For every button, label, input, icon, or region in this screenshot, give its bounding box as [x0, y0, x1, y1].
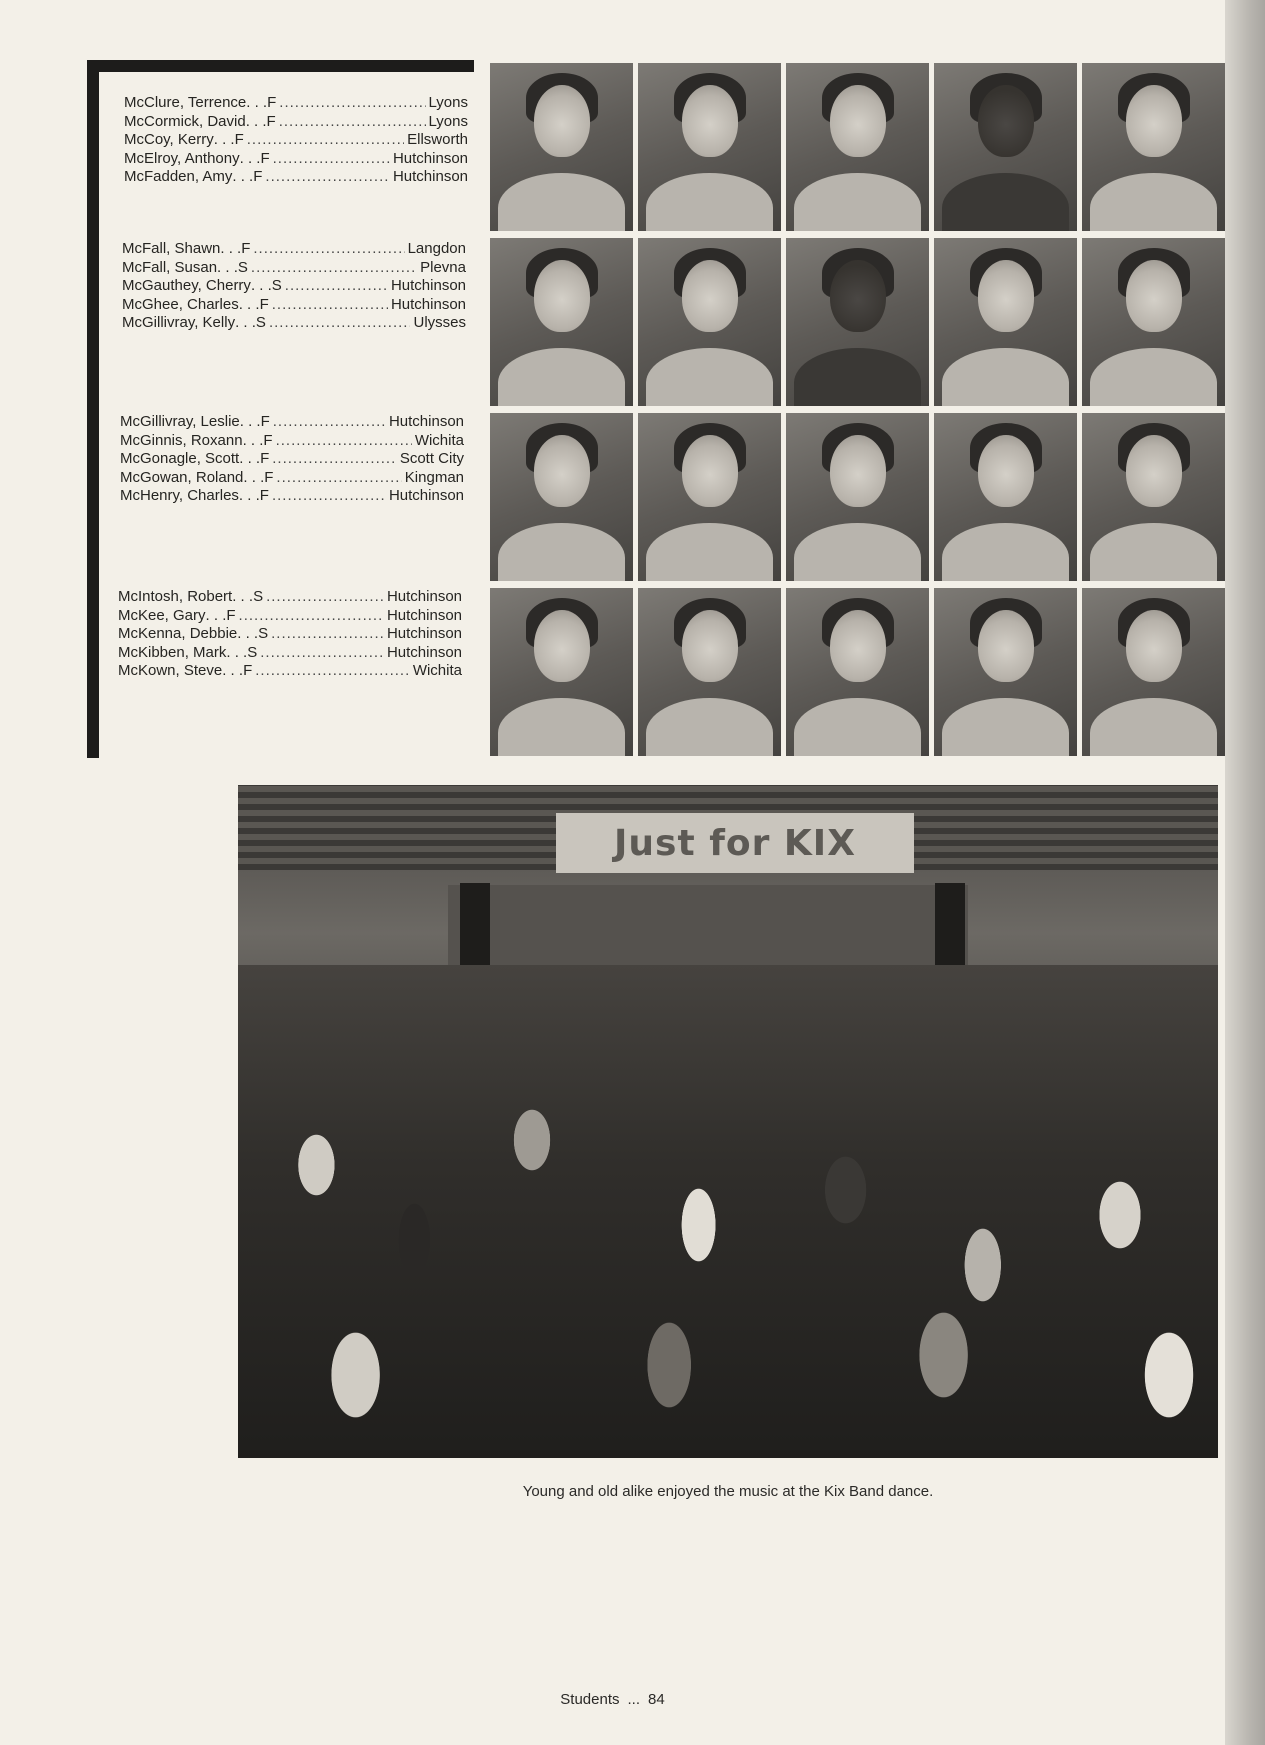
portrait-shoulders — [794, 698, 921, 756]
portrait-head — [978, 435, 1034, 507]
dot-leader — [279, 113, 426, 132]
student-name: McKenna, Debbie — [118, 625, 238, 642]
roster-entry — [124, 168, 468, 187]
portrait-head — [682, 435, 738, 507]
student-portrait — [934, 63, 1077, 231]
roster-group-4 — [118, 588, 462, 681]
portrait-shoulders — [1090, 523, 1217, 581]
banner — [556, 813, 914, 873]
portrait-head — [1126, 435, 1182, 507]
portrait-head — [978, 610, 1034, 682]
hometown: Scott City — [399, 450, 464, 467]
dot-leader — [272, 296, 388, 315]
roster-entry — [118, 644, 462, 663]
student-name: McElroy, Anthony — [124, 149, 240, 167]
class-separator: . . . — [205, 606, 227, 624]
class-separator: . . . — [245, 112, 267, 130]
dance-photo — [238, 785, 1218, 1458]
page-number: 84 — [648, 1691, 665, 1708]
dot-leader — [273, 150, 390, 169]
class-year: S — [255, 314, 266, 331]
portrait-shoulders — [498, 348, 625, 406]
portrait-head — [978, 85, 1034, 157]
class-separator: . . . — [232, 588, 254, 605]
footer-section: Students — [560, 1691, 620, 1708]
portrait-shoulders — [942, 523, 1069, 581]
binding-edge — [1225, 0, 1265, 1745]
student-name: McGonagle, Scott — [120, 450, 240, 467]
class-year: F — [234, 131, 244, 148]
roster-entry — [122, 296, 466, 315]
class-year: S — [247, 643, 258, 661]
dot-leader — [271, 625, 384, 644]
portrait-shoulders — [1090, 348, 1217, 406]
portrait-head — [1126, 610, 1182, 682]
student-portrait — [1082, 413, 1225, 581]
roster-entry — [124, 150, 468, 169]
dot-leader — [247, 131, 404, 150]
portrait-head — [830, 85, 886, 157]
roster-entry — [122, 240, 466, 259]
class-year: F — [260, 450, 270, 467]
class-year: F — [259, 487, 269, 504]
student-portrait — [490, 63, 633, 231]
dot-leader — [265, 168, 390, 187]
roster-entry — [120, 469, 464, 488]
crowd — [238, 965, 1218, 1458]
dot-leader — [251, 259, 417, 278]
roster-group-3 — [120, 413, 464, 506]
student-name: McKee, Gary — [118, 606, 206, 624]
portrait-head — [830, 260, 886, 332]
portrait-shoulders — [498, 523, 625, 581]
dot-leader — [255, 662, 410, 681]
class-separator: . . . — [239, 450, 261, 467]
roster-entry — [118, 588, 462, 607]
hometown: Wichita — [412, 662, 462, 679]
hometown: Lyons — [428, 94, 468, 111]
student-name: McGillivray, Leslie — [120, 413, 240, 430]
student-portrait — [786, 413, 929, 581]
dot-leader — [285, 277, 388, 296]
class-separator: . . . — [250, 277, 272, 294]
class-year: F — [226, 606, 236, 624]
portrait-shoulders — [498, 173, 625, 231]
student-portrait — [934, 588, 1077, 756]
portrait-head — [534, 85, 590, 157]
roster-entry — [122, 277, 466, 296]
student-portrait — [638, 63, 781, 231]
student-portrait — [786, 238, 929, 406]
portrait-shoulders — [942, 698, 1069, 756]
hometown: Kingman — [404, 468, 464, 486]
student-portrait — [934, 413, 1077, 581]
portrait-head — [534, 260, 590, 332]
portrait-shoulders — [794, 173, 921, 231]
student-portrait — [638, 413, 781, 581]
roster-entry — [124, 131, 468, 150]
hometown: Wichita — [414, 431, 464, 449]
class-separator: . . . — [238, 295, 260, 313]
page-footer — [0, 1691, 1225, 1708]
roster-entry — [122, 314, 466, 333]
hometown: Hutchinson — [386, 625, 462, 642]
portrait-head — [1126, 260, 1182, 332]
hometown: Hutchinson — [392, 149, 468, 167]
portrait-head — [534, 435, 590, 507]
portrait-shoulders — [646, 523, 773, 581]
dot-leader — [276, 432, 412, 451]
roster-entry — [118, 625, 462, 644]
dot-leader — [260, 644, 384, 663]
portrait-head — [534, 610, 590, 682]
class-separator: . . . — [239, 413, 261, 430]
footer-separator: ... — [627, 1691, 641, 1708]
roster-entry — [118, 607, 462, 626]
class-separator: . . . — [237, 625, 259, 642]
class-year: F — [259, 295, 269, 313]
student-name: McGillivray, Kelly — [122, 314, 236, 331]
hometown: Hutchinson — [386, 606, 462, 624]
photo-caption: Young and old alike enjoyed the music at the Kix Band dance. — [522, 1483, 934, 1500]
student-name: McHenry, Charles — [120, 487, 239, 504]
portrait-shoulders — [646, 698, 773, 756]
student-name: McFall, Susan — [122, 258, 218, 276]
student-name: McFadden, Amy — [124, 168, 233, 185]
portrait-head — [682, 260, 738, 332]
class-separator: . . . — [213, 131, 235, 148]
class-year: F — [253, 168, 263, 185]
portrait-shoulders — [646, 348, 773, 406]
class-separator: . . . — [246, 94, 268, 111]
class-year: F — [266, 112, 276, 130]
roster-group-1 — [124, 94, 468, 187]
student-portrait — [490, 588, 633, 756]
hometown: Langdon — [407, 240, 466, 257]
dot-leader — [266, 588, 384, 607]
student-portrait — [786, 63, 929, 231]
student-portrait — [490, 413, 633, 581]
roster-entry — [120, 432, 464, 451]
class-separator: . . . — [222, 662, 244, 679]
roster-entry — [120, 487, 464, 506]
student-portrait — [490, 238, 633, 406]
portrait-shoulders — [1090, 698, 1217, 756]
dot-leader — [272, 450, 397, 469]
class-year: F — [267, 94, 277, 111]
portrait-row-2 — [490, 238, 1225, 406]
class-separator: . . . — [220, 240, 242, 257]
student-portrait — [638, 588, 781, 756]
student-name: McGowan, Roland — [120, 468, 244, 486]
hometown: Ellsworth — [407, 131, 468, 148]
class-year: S — [258, 625, 269, 642]
portrait-head — [682, 610, 738, 682]
roster-group-2 — [122, 240, 466, 333]
portrait-shoulders — [942, 173, 1069, 231]
dot-leader — [276, 469, 401, 488]
class-separator: . . . — [235, 314, 256, 331]
portrait-head — [682, 85, 738, 157]
portrait-shoulders — [1090, 173, 1217, 231]
student-name: McCormick, David — [124, 112, 246, 130]
class-year: S — [237, 258, 248, 276]
roster-entry — [124, 94, 468, 113]
roster-entry — [118, 662, 462, 681]
portrait-row-3 — [490, 413, 1225, 581]
banner-text: Just for KIX — [614, 822, 856, 864]
hometown: Hutchinson — [388, 487, 464, 504]
class-separator: . . . — [243, 468, 265, 486]
dot-leader — [273, 413, 386, 432]
student-portrait — [638, 238, 781, 406]
portrait-head — [830, 435, 886, 507]
hometown: Hutchinson — [390, 295, 466, 313]
portrait-shoulders — [498, 698, 625, 756]
student-name: McClure, Terrence — [124, 94, 247, 111]
class-year: S — [253, 588, 264, 605]
dot-leader — [253, 240, 404, 259]
student-name: McGauthey, Cherry — [122, 277, 251, 294]
portrait-shoulders — [794, 348, 921, 406]
roster-entry — [120, 413, 464, 432]
student-name: McGinnis, Roxann — [120, 431, 243, 449]
class-year: F — [260, 413, 270, 430]
class-year: F — [263, 431, 273, 449]
student-name: McCoy, Kerry — [124, 131, 214, 148]
student-portrait — [1082, 63, 1225, 231]
portrait-shoulders — [646, 173, 773, 231]
roster-entry — [120, 450, 464, 469]
roster-entry — [124, 113, 468, 132]
student-portrait — [1082, 588, 1225, 756]
student-portrait — [786, 588, 929, 756]
hometown: Hutchinson — [386, 643, 462, 661]
student-portrait — [1082, 238, 1225, 406]
class-year: F — [264, 468, 274, 486]
hometown: Ulysses — [413, 314, 466, 331]
portrait-row-1 — [490, 63, 1225, 231]
class-separator: . . . — [242, 431, 264, 449]
student-name: McGhee, Charles — [122, 295, 239, 313]
portrait-shoulders — [794, 523, 921, 581]
class-separator: . . . — [226, 643, 248, 661]
class-year: F — [260, 149, 270, 167]
dot-leader — [269, 314, 411, 333]
student-name: McKown, Steve — [118, 662, 223, 679]
class-separator: . . . — [217, 258, 238, 276]
portrait-shoulders — [942, 348, 1069, 406]
dot-leader — [272, 487, 386, 506]
portrait-head — [1126, 85, 1182, 157]
portrait-row-4 — [490, 588, 1225, 756]
hometown: Lyons — [428, 112, 468, 130]
class-year: F — [241, 240, 251, 257]
student-name: McIntosh, Robert — [118, 588, 233, 605]
class-year: S — [271, 277, 282, 294]
dot-leader — [279, 94, 425, 113]
class-separator: . . . — [238, 487, 260, 504]
student-portrait — [934, 238, 1077, 406]
class-year: F — [243, 662, 253, 679]
hometown: Hutchinson — [392, 168, 468, 185]
hometown: Hutchinson — [388, 413, 464, 430]
hometown: Plevna — [420, 258, 466, 276]
student-name: McFall, Shawn — [122, 240, 221, 257]
class-separator: . . . — [239, 149, 261, 167]
roster-entry — [122, 259, 466, 278]
class-separator: . . . — [232, 168, 254, 185]
hometown: Hutchinson — [390, 277, 466, 294]
student-name: McKibben, Mark — [118, 643, 227, 661]
hometown: Hutchinson — [386, 588, 462, 605]
portrait-head — [830, 610, 886, 682]
portrait-head — [978, 260, 1034, 332]
dot-leader — [239, 607, 384, 626]
